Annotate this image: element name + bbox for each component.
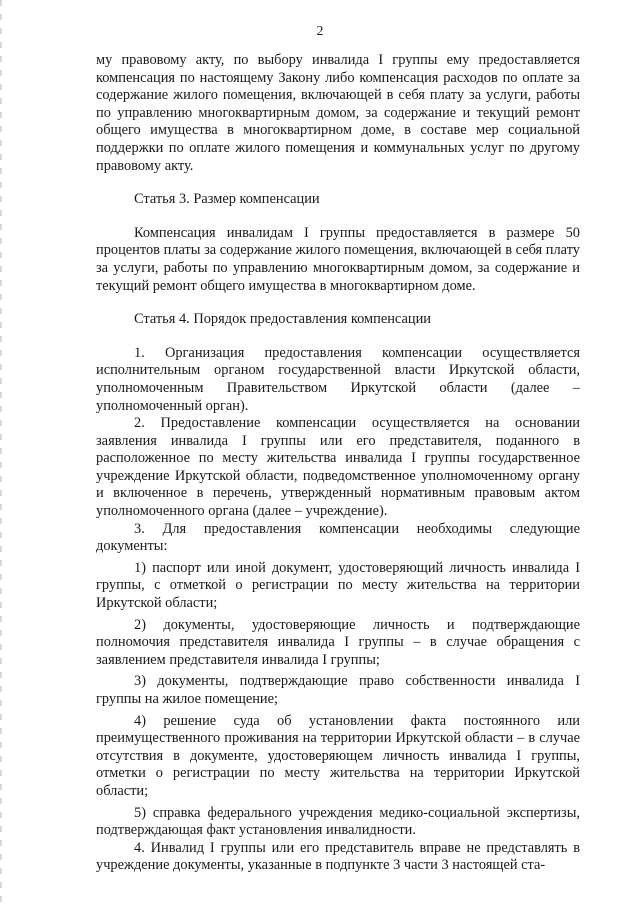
article-4-paragraph-2: 2. Предоставление компенсации осуществляется на основании заявления инвалида I группы или его представителя, поданного в расположенное по месту жительства инвалида I группы государственное учреждение Иркутской области, подведомственное уполномоченному органу и включенное в перечень, утвержденный нормативным правовым актом уполномоченного органа (далее – учреждение). [96,415,580,520]
article-4-paragraph-4: 4. Инвалид I группы или его представитель вправе не представлять в учреждение документы, указанные в подпункте 3 части 3 настоящей ста- [96,839,580,874]
article-4-paragraph-1: 1. Организация предоставления компенсации осуществляется исполнительным органом государственной власти Иркутской области, уполномоченным Правительством Иркутской области (далее – уполномоченный орган). [96,344,580,414]
article-3-paragraph: Компенсация инвалидам I группы предоставляется в размере 50 процентов платы за содержание жилого помещения, включающей в себя плату за услуги, работы по управлению многоквартирным домом, за содержание и текущий ремонт общего имущества в многоквартирном доме. [96,224,580,294]
page-number: 2 [316,24,324,39]
document-list-item-5: 5) справка федерального учреждения медико-социальной экспертизы, подтверждающая факт установления инвалидности. [96,804,580,839]
document-list-item-1: 1) паспорт или иной документ, удостоверяющий личность инвалида I группы, с отметкой о регистрации по месту жительства на территории Иркутской области; [96,559,580,612]
document-body [96,52,580,875]
article-3-heading: Статья 3. Размер компенсации [134,191,320,208]
document-list-item-3: 3) документы, подтверждающие право собственности инвалида I группы на жилое помещение; [96,673,580,707]
document-list-item-4: 4) решение суда об установлении факта постоянного или преимущественного проживания на территории Иркутской области – в случае отсутствия в документе, удостоверяющем личность инвалида I группы, отметки о регистрации по месту жительства на территории Иркутской области; [96,712,580,799]
article-4-heading: Статья 4. Порядок предоставления компенсации [134,311,431,328]
document-list-item-2: 2) документы, удостоверяющие личность и подтверждающие полномочия представителя инвалида I группы – в случае обращения с заявлением представителя инвалида I группы; [96,616,580,668]
article-4-paragraph-3: 3. Для предоставления компенсации необходимы следующие документы: [96,520,580,555]
scan-edge-artifact [0,0,2,905]
intro-paragraph: му правовому акту, по выбору инвалида I группы ему предоставляется компенсация по настоящему Закону либо компенсация расходов по оплате за содержание жилого помещения, включающей в себя плату за услуги, работы по управлению многоквартирным домом, за содержание и текущий ремонт общего имущества в многоквартирном доме, в составе мер социальной поддержки по оплате жилого помещения и коммунальных услуг по другому правовому акту. [96,52,580,174]
